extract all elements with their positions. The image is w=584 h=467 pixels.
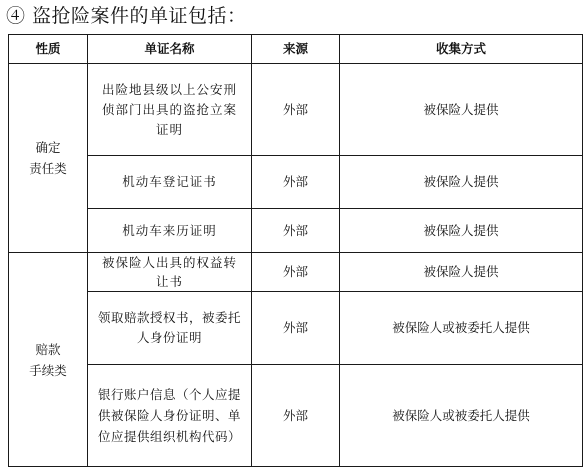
table-row: [9, 292, 583, 365]
document-name-cell: 机动车登记证书: [88, 156, 252, 209]
table-row: [9, 253, 583, 292]
header-document-name: 单证名称: [88, 35, 252, 64]
source-cell: 外部: [252, 253, 340, 292]
header-source: 来源: [252, 35, 340, 64]
method-cell: 被保险人提供: [340, 253, 583, 292]
document-table: [8, 34, 583, 467]
source-cell: 外部: [252, 365, 340, 467]
method-cell: 被保险人或被委托人提供: [340, 292, 583, 365]
header-nature: 性质: [9, 35, 88, 64]
source-cell: 外部: [252, 209, 340, 253]
document-name-cell: 银行账户信息（个人应提 供被保险人身份证明、单 位应提供组织机构代码）: [88, 365, 252, 467]
method-cell: 被保险人或被委托人提供: [340, 365, 583, 467]
method-cell: 被保险人提供: [340, 209, 583, 253]
document-name-cell: 机动车来历证明: [88, 209, 252, 253]
table-row: [9, 209, 583, 253]
document-name-cell: 被保险人出具的权益转 让书: [88, 253, 252, 292]
category-claim-cell: 赔款 手续类: [9, 253, 88, 467]
document-name-cell: 领取赔款授权书，被委托 人身份证明: [88, 292, 252, 365]
table-row: [9, 156, 583, 209]
method-cell: 被保险人提供: [340, 64, 583, 156]
header-collection-method: 收集方式: [340, 35, 583, 64]
category-liability-cell: 确定 责任类: [9, 64, 88, 253]
document-name-cell: 出险地县级以上公安刑 侦部门出具的盗抢立案 证明: [88, 64, 252, 156]
table-row: [9, 365, 583, 467]
table-header-row: [9, 35, 583, 64]
source-cell: 外部: [252, 64, 340, 156]
source-cell: 外部: [252, 156, 340, 209]
method-cell: 被保险人提供: [340, 156, 583, 209]
table-row: [9, 64, 583, 156]
section-heading: ④ 盗抢险案件的单证包括：: [6, 5, 247, 27]
source-cell: 外部: [252, 292, 340, 365]
